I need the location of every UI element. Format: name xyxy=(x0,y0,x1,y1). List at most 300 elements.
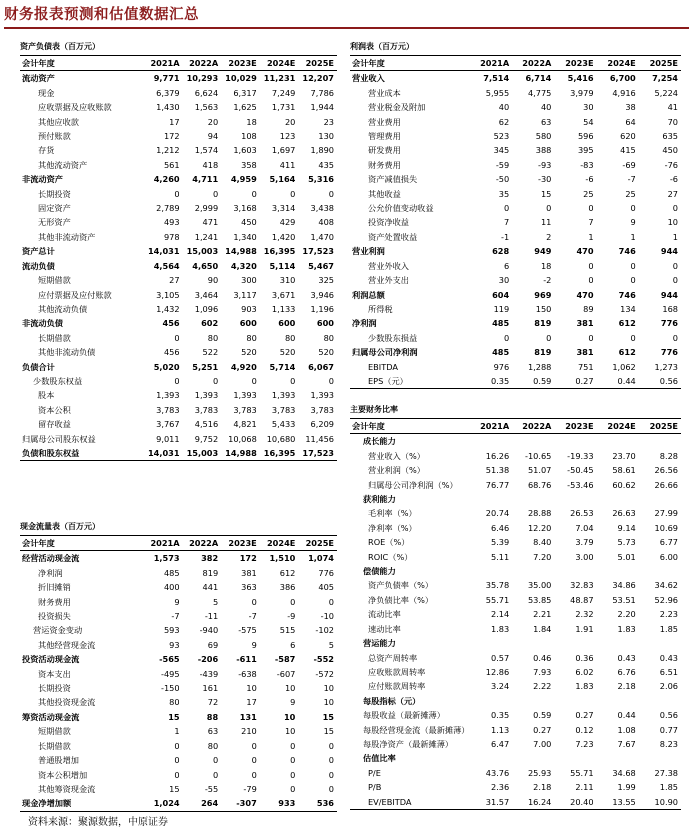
cell-value: 108 xyxy=(241,131,257,142)
cell-value xyxy=(554,434,596,449)
cell-value: 172 xyxy=(163,131,180,142)
cell-value: 1,133 xyxy=(271,303,296,314)
cell-value: 0.57 xyxy=(490,652,510,663)
cell-value: 2.06 xyxy=(659,681,678,692)
cell-value: 1,393 xyxy=(233,390,257,401)
cell-value: 3,783 xyxy=(194,404,219,415)
cell-value xyxy=(554,492,596,506)
cell-value: 1 xyxy=(174,726,180,737)
cell-value: 11,231 xyxy=(263,73,296,84)
cell-value: 5,433 xyxy=(271,419,296,430)
row-label: 预付账款 xyxy=(38,131,71,142)
cell-value: 7.67 xyxy=(617,738,636,749)
row-label: 流动资产 xyxy=(22,73,55,84)
cell-value: 3,783 xyxy=(310,404,334,415)
row-label: 毛利率（%） xyxy=(368,508,417,519)
cell-value: 4,320 xyxy=(230,260,257,271)
column-header: 2024E xyxy=(260,56,299,71)
cell-value: 6,209 xyxy=(310,419,334,430)
cell-value: 4,821 xyxy=(233,419,257,430)
cell-value xyxy=(597,751,639,765)
cell-value xyxy=(512,694,554,708)
cell-value: -572 xyxy=(315,668,334,679)
row-label: 公允价值变动收益 xyxy=(368,203,434,214)
cell-value: 1,420 xyxy=(271,231,296,242)
cell-value: 7.00 xyxy=(533,738,552,749)
cell-value: 0 xyxy=(251,740,257,751)
cell-value: 400 xyxy=(163,582,180,593)
row-label: 资产处置收益 xyxy=(368,231,418,242)
cell-value: 18 xyxy=(540,260,552,271)
row-label: 净负债比率（%） xyxy=(368,594,434,605)
cell-value: 3,168 xyxy=(233,203,257,214)
cell-value: 15,003 xyxy=(183,446,222,461)
source-note: 资料来源：聚源数据，中原证券 xyxy=(28,817,168,828)
cell-value xyxy=(512,492,554,506)
row-label: EBITDA xyxy=(368,361,398,372)
row-label: 归属母公司净利润 xyxy=(352,347,418,358)
cell-value xyxy=(470,434,512,449)
table-row xyxy=(20,739,337,753)
cell-value xyxy=(470,751,512,765)
row-label: EV/EBITDA xyxy=(350,795,470,810)
balance-sheet-table xyxy=(20,55,337,461)
row-label: 每股收益（最新摊薄） xyxy=(363,710,445,721)
row-label: 短期借款 xyxy=(38,726,71,737)
table-row xyxy=(350,100,681,114)
cell-value xyxy=(512,636,554,650)
row-label: 短期借款 xyxy=(38,275,71,286)
cell-value: 7.23 xyxy=(575,738,594,749)
balance-sheet-title: 资产负债表（百万元） xyxy=(20,42,100,51)
table-row xyxy=(350,665,681,679)
cell-value: 9 xyxy=(251,639,257,650)
cell-value: 819 xyxy=(202,567,219,578)
cell-value: 515 xyxy=(279,625,296,636)
cell-value: 80 xyxy=(246,332,257,343)
column-header: 2021A xyxy=(470,419,512,434)
cell-value: 2,789 xyxy=(156,203,180,214)
table-row xyxy=(350,636,681,650)
cell-value: 4,920 xyxy=(230,361,257,372)
cell-value: 1,510 xyxy=(269,553,296,564)
row-label: 应收账款周转率 xyxy=(368,666,426,677)
cell-value: 2.14 xyxy=(490,609,510,620)
cell-value xyxy=(639,492,681,506)
table-header-row xyxy=(20,56,337,71)
cell-value: 1,625 xyxy=(233,102,257,113)
table-row xyxy=(350,288,681,302)
table-row xyxy=(20,259,337,273)
cell-value: 80 xyxy=(207,740,219,751)
cell-value: 395 xyxy=(577,145,594,156)
cell-value: 0 xyxy=(174,769,180,780)
table-row xyxy=(350,651,681,665)
cell-value: 5.11 xyxy=(490,551,510,562)
row-label: 非流动负债 xyxy=(22,318,63,329)
cell-value: 5,020 xyxy=(153,361,180,372)
cell-value: 5,251 xyxy=(192,361,219,372)
cell-value xyxy=(597,564,639,578)
cell-value: 7.93 xyxy=(533,666,552,677)
cell-value xyxy=(597,694,639,708)
cell-value: -50 xyxy=(495,174,510,185)
cell-value: 620 xyxy=(620,131,636,142)
cell-value: 0 xyxy=(588,260,594,271)
cell-value: 11 xyxy=(540,217,552,228)
cell-value: 6,067 xyxy=(308,361,334,372)
cell-value: 7 xyxy=(588,217,594,228)
table-row xyxy=(350,622,681,636)
cell-value: 14,031 xyxy=(144,446,183,461)
cell-value: 32.83 xyxy=(570,580,594,591)
column-header: 2022A xyxy=(512,419,554,434)
cell-value: 1,430 xyxy=(156,102,180,113)
cell-value: 949 xyxy=(534,246,552,257)
cell-value: 3,783 xyxy=(271,404,296,415)
cell-value: 0.43 xyxy=(617,652,636,663)
cell-value: 68.76 xyxy=(527,479,552,490)
cell-value: 1.08 xyxy=(617,724,636,735)
row-label: 归属母公司股东权益 xyxy=(22,433,96,444)
cell-value: 0.27 xyxy=(533,724,552,735)
column-header: 2024E xyxy=(260,536,299,551)
row-label: 其他筹资现金流 xyxy=(38,783,96,794)
table-row xyxy=(350,708,681,722)
row-label: 固定资产 xyxy=(38,203,71,214)
cell-value: 5,114 xyxy=(269,260,296,271)
cell-value: 3,671 xyxy=(271,289,296,300)
cell-value: 5.39 xyxy=(490,537,510,548)
table-row xyxy=(20,345,337,359)
cell-value: 388 xyxy=(535,145,552,156)
cell-value: 3,105 xyxy=(156,289,180,300)
row-label: 营业费用 xyxy=(368,116,401,127)
cell-value: 1,096 xyxy=(194,303,219,314)
cell-value: 6 xyxy=(290,639,296,650)
table-row xyxy=(20,129,337,143)
table-row xyxy=(20,710,337,724)
cell-value: 381 xyxy=(576,347,594,358)
cell-value: 1,340 xyxy=(233,231,257,242)
cell-value: 628 xyxy=(492,246,510,257)
cell-value: 381 xyxy=(576,318,594,329)
cell-value: 1,212 xyxy=(156,145,180,156)
cell-value: 522 xyxy=(202,347,219,358)
row-label: 投资净收益 xyxy=(368,217,409,228)
cell-value: 5,416 xyxy=(567,73,594,84)
row-label: 研发费用 xyxy=(368,145,401,156)
cell-value: 0 xyxy=(672,275,678,286)
cell-value: -1 xyxy=(501,231,510,242)
cell-value: 9,011 xyxy=(156,433,180,444)
cell-value: 10.90 xyxy=(639,795,681,810)
cell-value: 6.76 xyxy=(617,666,636,677)
cell-value: 52.96 xyxy=(654,594,678,605)
cell-value: -206 xyxy=(197,654,219,665)
cell-value: 345 xyxy=(493,145,510,156)
table-row xyxy=(20,566,337,580)
cell-value: 0 xyxy=(174,332,180,343)
cell-value: 969 xyxy=(534,289,552,300)
row-label: 长期投资 xyxy=(38,683,71,694)
cell-value: 456 xyxy=(162,318,180,329)
cell-value: 161 xyxy=(202,683,219,694)
row-label: 少数股东损益 xyxy=(368,332,418,343)
cell-value: -102 xyxy=(315,625,334,636)
table-row xyxy=(350,723,681,737)
cell-value: 0.56 xyxy=(639,374,681,389)
row-label: 折旧摊销 xyxy=(38,582,71,593)
cell-value: 0 xyxy=(672,203,678,214)
table-row xyxy=(20,681,337,695)
cell-value: 3,946 xyxy=(310,289,334,300)
table-row xyxy=(20,403,337,417)
cell-value: 0 xyxy=(212,375,219,386)
cell-value: 580 xyxy=(535,131,552,142)
cell-value: -638 xyxy=(238,668,257,679)
table-row xyxy=(20,595,337,609)
column-header: 2021A xyxy=(144,56,183,71)
cell-value: 435 xyxy=(318,159,334,170)
table-row xyxy=(20,115,337,129)
cell-value: 310 xyxy=(279,275,296,286)
cell-value: -6 xyxy=(585,174,594,185)
cell-value: 64 xyxy=(625,116,636,127)
column-header: 2024E xyxy=(597,56,639,71)
cell-value: -150 xyxy=(161,683,180,694)
table-row xyxy=(350,751,681,765)
cell-value: 596 xyxy=(577,131,594,142)
cell-value: 1.13 xyxy=(490,724,510,735)
cell-value: 0 xyxy=(174,740,180,751)
cell-value: 27.38 xyxy=(654,767,678,778)
cell-value: 978 xyxy=(163,231,180,242)
cell-value: -10 xyxy=(320,611,334,622)
cell-value: 12,207 xyxy=(302,73,334,84)
column-header: 2023E xyxy=(554,56,596,71)
cell-value: 470 xyxy=(576,289,594,300)
cell-value: 10 xyxy=(284,683,296,694)
cell-value: 25.93 xyxy=(527,767,552,778)
table-row xyxy=(20,360,337,374)
table-row xyxy=(20,753,337,767)
cell-value: 10.69 xyxy=(654,522,678,533)
cell-value: 0.35 xyxy=(470,374,512,389)
cell-value: 20.40 xyxy=(554,795,596,810)
cell-value xyxy=(639,751,681,765)
table-row xyxy=(350,737,681,751)
cell-value xyxy=(554,694,596,708)
table-row xyxy=(350,374,681,389)
cell-value: 16,395 xyxy=(260,446,299,461)
cell-value: 2.11 xyxy=(575,782,594,793)
cell-value xyxy=(597,434,639,449)
cell-value: 411 xyxy=(279,159,296,170)
table-row xyxy=(350,679,681,693)
cell-value: 4,711 xyxy=(192,174,219,185)
cell-value: 5,714 xyxy=(269,361,296,372)
cell-value: 26.63 xyxy=(612,508,636,519)
cell-value: 8.28 xyxy=(659,450,678,461)
cell-value: -79 xyxy=(243,783,257,794)
cell-value: 63 xyxy=(540,116,552,127)
cell-value: 0 xyxy=(328,755,334,766)
cell-value: 0 xyxy=(290,783,296,794)
table-row xyxy=(350,578,681,592)
cell-value: -55 xyxy=(204,783,219,794)
cell-value: 0 xyxy=(328,769,334,780)
table-row xyxy=(350,550,681,564)
cell-value: -93 xyxy=(538,159,552,170)
cell-value: 17 xyxy=(169,116,180,127)
cell-value: 0 xyxy=(328,375,334,386)
table-row xyxy=(20,638,337,652)
table-row xyxy=(20,288,337,302)
cell-value: 819 xyxy=(534,318,552,329)
cell-value: 6,379 xyxy=(156,87,180,98)
cell-value: 0 xyxy=(630,203,636,214)
table-row xyxy=(20,695,337,709)
row-label: 投资损失 xyxy=(38,611,71,622)
cell-value: 2.20 xyxy=(617,609,636,620)
cell-value: 10,293 xyxy=(186,73,219,84)
row-label: 股本 xyxy=(38,390,55,401)
cell-value: 450 xyxy=(662,145,678,156)
table-header-row xyxy=(20,536,337,551)
cell-value xyxy=(470,564,512,578)
cell-value: 27 xyxy=(667,188,678,199)
cell-value: 6.00 xyxy=(659,551,678,562)
table-row xyxy=(20,796,337,811)
cell-value: -7 xyxy=(171,611,180,622)
cell-value: 1,062 xyxy=(612,361,636,372)
row-label: ROIC（%） xyxy=(368,551,413,562)
cell-value: 58.61 xyxy=(612,465,636,476)
row-label: 所得税 xyxy=(368,303,393,314)
cell-value: 168 xyxy=(662,303,678,314)
column-header: 2024E xyxy=(597,419,639,434)
cell-value: 3.79 xyxy=(575,537,594,548)
cell-value: 0.77 xyxy=(659,724,678,735)
cell-value: 15 xyxy=(168,711,180,722)
cell-value: 54 xyxy=(583,116,594,127)
row-label: 资本公积 xyxy=(38,404,71,415)
cell-value: 55.71 xyxy=(570,767,594,778)
row-label: 营业外支出 xyxy=(368,275,409,286)
row-label: 营运资金变动 xyxy=(33,625,83,636)
cell-value: 0 xyxy=(251,188,257,199)
cell-value: 14,988 xyxy=(225,246,257,257)
cell-value: -7 xyxy=(248,611,257,622)
cell-value: 10,029 xyxy=(225,73,257,84)
row-label: 存货 xyxy=(38,145,55,156)
cell-value: 1.85 xyxy=(659,623,678,634)
cell-value xyxy=(554,636,596,650)
cell-value: 450 xyxy=(241,217,257,228)
cell-value: 0.59 xyxy=(533,710,552,721)
row-label: 净利率（%） xyxy=(368,522,417,533)
cell-value: 3,117 xyxy=(233,289,257,300)
cell-value: 776 xyxy=(660,318,678,329)
cell-value: 34.62 xyxy=(654,580,678,591)
cell-value: 35.78 xyxy=(485,580,510,591)
cell-value: 1.91 xyxy=(575,623,594,634)
cell-value: 612 xyxy=(279,567,296,578)
cell-value: 2.22 xyxy=(533,681,552,692)
row-label: 负债合计 xyxy=(22,361,55,372)
table-row xyxy=(350,593,681,607)
cell-value: 612 xyxy=(618,347,636,358)
cell-value: 134 xyxy=(620,303,636,314)
row-label: 应付账款周转率 xyxy=(368,681,426,692)
cell-value: 6.77 xyxy=(659,537,678,548)
row-label: 其他非流动资产 xyxy=(38,231,96,242)
cell-value: 1,393 xyxy=(310,390,334,401)
cell-value: 612 xyxy=(618,318,636,329)
cell-value: 2.36 xyxy=(490,782,510,793)
cell-value: -83 xyxy=(580,159,594,170)
cell-value: -30 xyxy=(538,174,552,185)
cell-value: 4,775 xyxy=(527,87,552,98)
cell-value: 3,314 xyxy=(271,203,296,214)
cell-value: 4,564 xyxy=(153,260,180,271)
cell-value: 1.83 xyxy=(575,681,594,692)
row-label: 资产负债率（%） xyxy=(368,580,434,591)
cell-value: 5.01 xyxy=(617,551,636,562)
row-label: 非流动资产 xyxy=(22,174,63,185)
table-row xyxy=(20,273,337,287)
cell-value: 43.76 xyxy=(485,767,510,778)
cell-value: 2.18 xyxy=(617,681,636,692)
row-label: ROE（%） xyxy=(368,537,410,548)
cell-value: 10,068 xyxy=(228,433,257,444)
table-row xyxy=(350,449,681,463)
cell-value: 520 xyxy=(318,347,334,358)
cell-value: 7.04 xyxy=(575,522,594,533)
cell-value xyxy=(470,694,512,708)
cell-value: 26.66 xyxy=(654,479,678,490)
cell-value: 63 xyxy=(207,726,219,737)
cell-value: 976 xyxy=(493,361,510,372)
cell-value: 944 xyxy=(660,246,678,257)
cell-value: 0 xyxy=(212,755,219,766)
cell-value: 15,003 xyxy=(186,246,219,257)
cell-value: 34.68 xyxy=(612,767,636,778)
cell-value xyxy=(639,694,681,708)
column-header: 2025E xyxy=(639,419,681,434)
cell-value: 90 xyxy=(207,275,219,286)
cell-value: 1,731 xyxy=(271,102,296,113)
row-label: 长期借款 xyxy=(38,740,71,751)
column-header: 2023E xyxy=(221,56,260,71)
table-row xyxy=(20,551,337,566)
cell-value: 1,944 xyxy=(310,102,334,113)
row-label: 财务费用 xyxy=(38,596,71,607)
table-header-row xyxy=(350,419,681,434)
cell-value: 8.40 xyxy=(533,537,552,548)
cell-value: 0.35 xyxy=(490,710,510,721)
row-label: 应付票据及应付账款 xyxy=(38,289,112,300)
cell-value: 0.36 xyxy=(575,652,594,663)
cell-value: 10,680 xyxy=(266,433,296,444)
cell-value: 0 xyxy=(328,783,334,794)
cell-value: 1,470 xyxy=(310,231,334,242)
cell-value: 5.73 xyxy=(617,537,636,548)
cell-value: 0 xyxy=(546,203,552,214)
cell-value: 130 xyxy=(318,131,334,142)
row-label: 净利润 xyxy=(38,567,63,578)
